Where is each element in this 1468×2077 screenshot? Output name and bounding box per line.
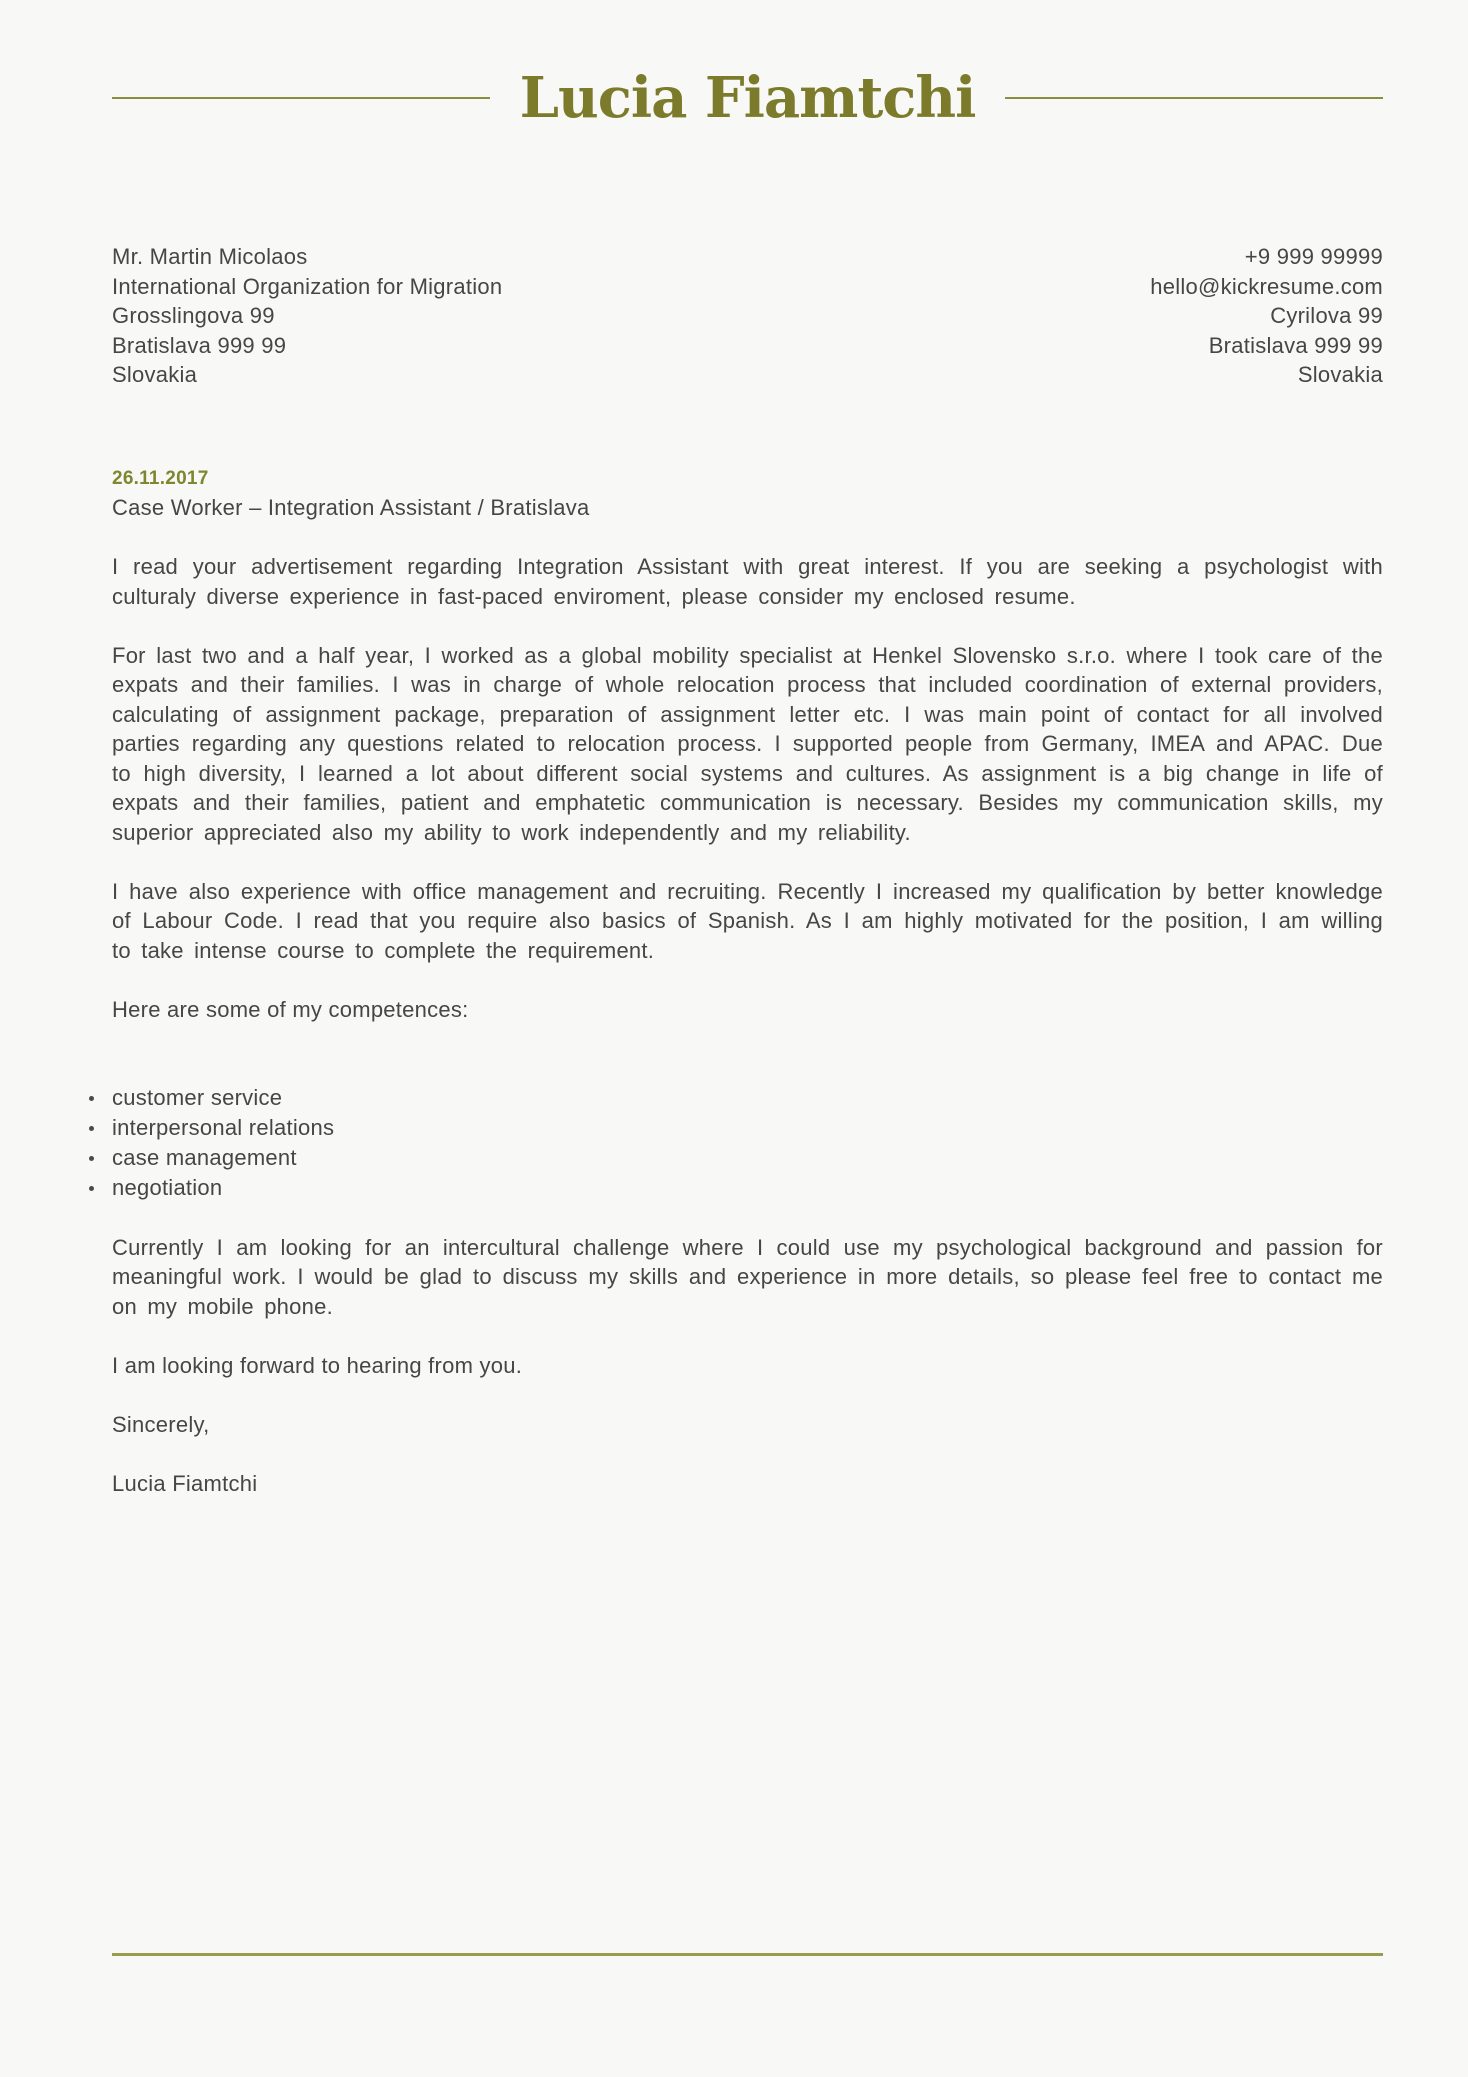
competence-item: customer service [112, 1083, 1383, 1113]
sender-contact [1150, 242, 1383, 390]
paragraph-experience: For last two and a half year, I worked as a global mobility specialist at Henkel Slovensko s.r.o. where I took care of the expats and their families. I was in charge of whole relocation process that included coordination of external providers, calculating of assignment package, preparation of assignment letter etc. I was main point of contact for all involved parties regarding any questions related to relocation process. I supported people from Germany, IMEA and APAC. Due to high diversity, I learned a lot about different social systems and cultures. As assignment is a big change in life of expats and their families, patient and emphatetic communication is necessary. Besides my communication skills, my superior appreciated also my ability to work independently and my reliability. [112, 642, 1383, 845]
letter-content [112, 0, 1383, 1498]
signature-name: Lucia Fiamtchi [112, 1470, 258, 1496]
competence-item: interpersonal relations [112, 1113, 1383, 1143]
sender-line: Bratislava 999 99 [1208, 332, 1383, 358]
bottom-rule [112, 1953, 1383, 1956]
letter-date: 26.11.2017 [112, 467, 209, 489]
sender-line: Cyrilova 99 [1270, 303, 1383, 328]
competence-item: case management [112, 1143, 1383, 1173]
recipient-line: Mr. Martin Micolaos [112, 244, 308, 269]
sender-line: Slovakia [1297, 362, 1383, 387]
paragraph-followup: I am looking forward to hearing from you. [112, 1352, 523, 1378]
sender-email: hello@kickresume.com [1150, 273, 1383, 299]
letter-header [112, 0, 1383, 130]
paragraph-motivation: Currently I am looking for an intercultural challenge where I could use my psychological background and passion for meaningful work. I would be glad to discuss my skills and experience in more details, so please feel free to contact me on my mobile phone. [112, 1234, 1383, 1319]
letter-subject: Case Worker – Integration Assistant / Bratislava [112, 495, 590, 520]
competence-item: negotiation [112, 1173, 1383, 1203]
recipient-line: Grosslingova 99 [112, 303, 275, 328]
competences-intro: Here are some of my competences: [112, 996, 469, 1022]
recipient-line: Slovakia [112, 362, 198, 387]
sender-phone: +9 999 99999 [1244, 244, 1383, 269]
recipient-line: Bratislava 999 99 [112, 332, 287, 358]
header-rule-right [1005, 97, 1383, 99]
closing-salutation: Sincerely, [112, 1411, 210, 1437]
page-title: Lucia Fiamtchi [519, 65, 976, 131]
paragraph-intro: I read your advertisement regarding Integration Assistant with great interest. If you are seeking a psychologist with culturaly diverse experience in fast-paced enviroment, please consider my enclosed resume. [112, 554, 1383, 609]
address-row [112, 242, 1383, 390]
header-rule-left [112, 97, 490, 99]
competences-list [112, 1083, 1383, 1203]
recipient-line: International Organization for Migration [112, 273, 503, 299]
paragraph-qualifications: I have also experience with office management and recruiting. Recently I increased my qualification by better knowledge of Labour Code. I read that you require also basics of Spanish. As I am highly motivated for the position, I am willing to take intense course to complete the requirement. [112, 878, 1383, 963]
recipient-address [112, 242, 502, 390]
